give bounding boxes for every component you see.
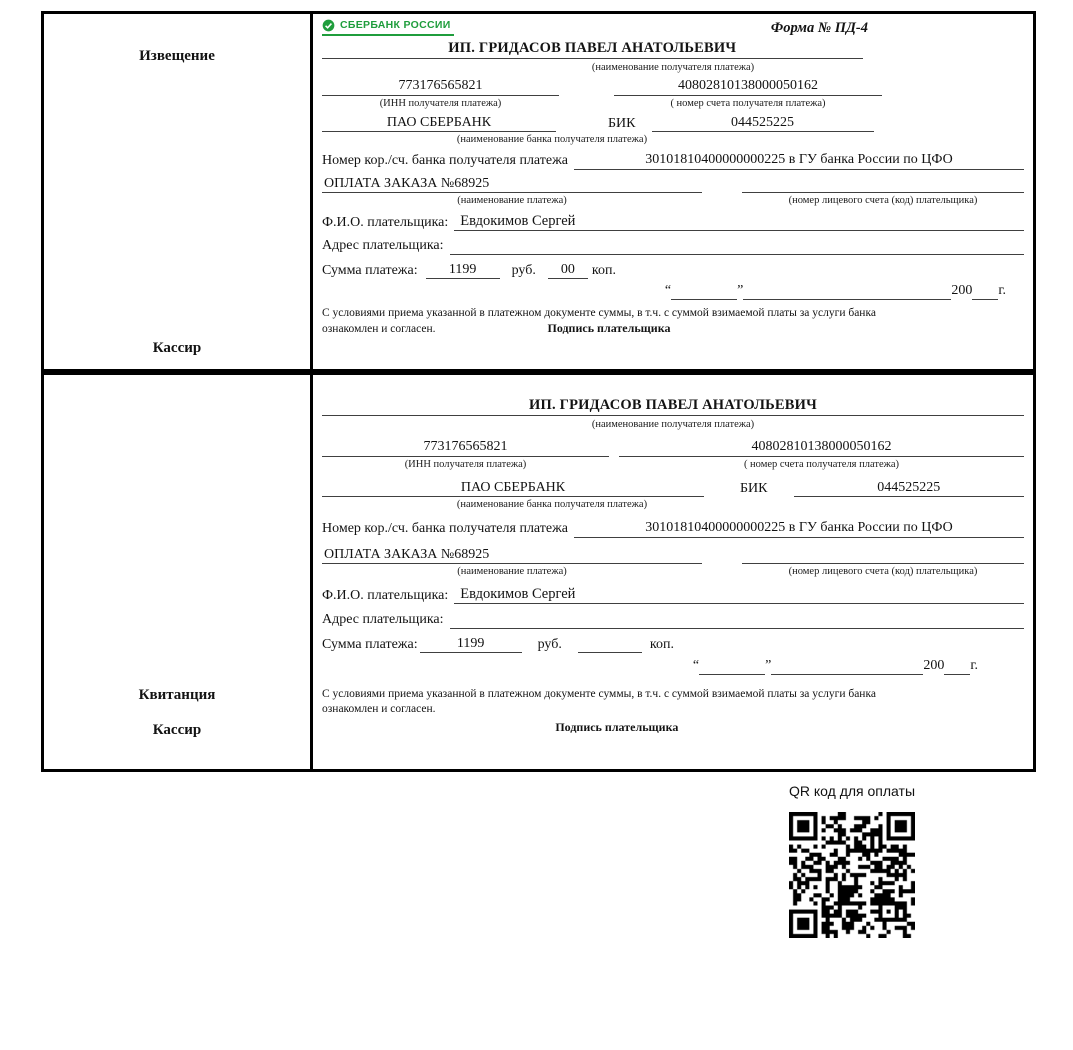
inn-value: 773176565821 xyxy=(322,77,559,96)
sum-rub-value: 1199 xyxy=(426,261,500,280)
corr-account-value: 30101810400000000225 в ГУ банка России по ЦФО xyxy=(574,151,1024,170)
date-day-line xyxy=(699,674,765,675)
payment-caption: (наименование платежа) xyxy=(457,566,567,578)
agreement-line2: ознакомлен и согласен. xyxy=(322,322,436,335)
inn-value: 773176565821 xyxy=(322,438,609,457)
rub-label: руб. xyxy=(511,262,536,278)
date-close-quote: ” xyxy=(765,658,772,674)
receipt-stub xyxy=(44,375,313,769)
qr-code xyxy=(789,812,915,938)
bik-label: БИК xyxy=(740,480,768,496)
address-label: Адрес плательщика: xyxy=(322,612,444,628)
sberbank-logo-rule xyxy=(322,34,454,36)
receipt-form xyxy=(313,375,1033,769)
bank-caption: (наименование банка получателя платежа) xyxy=(456,134,648,146)
sberbank-logo xyxy=(322,19,454,36)
date-year-line xyxy=(944,674,970,675)
bank-name: ПАО СБЕРБАНК xyxy=(322,114,556,133)
account-caption: ( номер счета получателя платежа) xyxy=(743,458,900,470)
form-number-label: Форма № ПД-4 xyxy=(770,20,868,36)
inn-caption: (ИНН получателя платежа) xyxy=(379,97,502,109)
payer-name: Евдокимов Сергей xyxy=(454,212,1024,231)
agreement-text xyxy=(322,306,1024,337)
account-value: 40802810138000050162 xyxy=(619,438,1024,457)
corr-account-value: 30101810400000000225 в ГУ банка России по ЦФО xyxy=(574,519,1024,538)
cashier-label: Кассир xyxy=(152,340,202,356)
receipt-slip xyxy=(41,372,1036,772)
personal-account-line xyxy=(742,192,1024,193)
address-label: Адрес плательщика: xyxy=(322,238,444,254)
kop-label: коп. xyxy=(591,262,616,278)
date-month-line xyxy=(771,674,923,675)
personal-account-caption: (номер лицевого счета (код) плательщика) xyxy=(788,195,978,207)
corr-account-label: Номер кор./сч. банка получателя платежа xyxy=(322,521,568,537)
signature-label: Подпись плательщика xyxy=(547,320,671,335)
date-month-line xyxy=(743,299,951,300)
agreement-text xyxy=(322,687,1024,717)
recipient-caption: (наименование получателя платежа) xyxy=(591,62,755,74)
payer-name: Евдокимов Сергей xyxy=(454,585,1024,604)
account-value: 40802810138000050162 xyxy=(614,77,882,96)
recipient-name: ИП. ГРИДАСОВ ПАВЕЛ АНАТОЛЬЕВИЧ xyxy=(322,39,863,59)
notice-form xyxy=(313,14,1033,369)
sum-kop-value: 00 xyxy=(548,261,588,280)
bik-label: БИК xyxy=(608,115,636,131)
agreement-line1: С условиями приема указанной в платежном документе суммы, в т.ч. с суммой взимаемой платы за услуги банка xyxy=(322,687,876,700)
kop-label: коп. xyxy=(649,636,674,652)
date-line xyxy=(322,657,978,675)
bank-name: ПАО СБЕРБАНК xyxy=(322,479,704,498)
notice-header-row xyxy=(322,19,1024,37)
personal-account-caption: (номер лицевого счета (код) плательщика) xyxy=(788,566,978,578)
date-open-quote: “ xyxy=(692,658,700,674)
payer-label: Ф.И.О. плательщика: xyxy=(322,214,449,230)
payment-name: ОПЛАТА ЗАКАЗА №68925 xyxy=(322,546,702,565)
bank-caption: (наименование банка получателя платежа) xyxy=(456,499,648,511)
agreement-line1: С условиями приема указанной в платежном документе суммы, в т.ч. с суммой взимаемой платы за услуги банка xyxy=(322,306,876,319)
payment-caption: (наименование платежа) xyxy=(457,195,567,207)
date-close-quote: ” xyxy=(737,283,744,299)
payer-label: Ф.И.О. плательщика: xyxy=(322,587,449,603)
date-year-suffix: г. xyxy=(970,658,978,674)
notice-slip xyxy=(41,11,1036,372)
account-caption: ( номер счета получателя платежа) xyxy=(670,97,826,109)
corr-account-label: Номер кор./сч. банка получателя платежа xyxy=(322,153,568,169)
agreement-line2: ознакомлен и согласен. xyxy=(322,702,436,715)
cashier-label: Кассир xyxy=(152,722,202,738)
date-year-prefix: 200 xyxy=(923,658,945,674)
recipient-caption: (наименование получателя платежа) xyxy=(591,419,755,431)
receipt-label: Квитанция xyxy=(138,687,216,703)
signature-label: Подпись плательщика xyxy=(555,719,679,734)
date-day-line xyxy=(671,299,737,300)
qr-section xyxy=(789,783,915,938)
bik-value: 044525225 xyxy=(794,479,1025,498)
bik-value: 044525225 xyxy=(652,114,874,133)
address-line xyxy=(450,628,1024,629)
sum-kop-value xyxy=(578,652,642,653)
date-open-quote: “ xyxy=(664,283,672,299)
date-line xyxy=(322,282,1006,300)
date-year-line xyxy=(972,299,998,300)
sum-rub-value: 1199 xyxy=(420,635,522,654)
personal-account-line xyxy=(742,563,1024,564)
qr-caption: QR код для оплаты xyxy=(789,783,916,799)
notice-label: Извещение xyxy=(139,48,215,64)
sberbank-logo-text: СБЕРБАНК РОССИИ xyxy=(340,19,451,31)
inn-caption: (ИНН получателя платежа) xyxy=(404,458,527,470)
recipient-name: ИП. ГРИДАСОВ ПАВЕЛ АНАТОЛЬЕВИЧ xyxy=(322,396,1024,416)
date-year-suffix: г. xyxy=(998,283,1006,299)
sum-label: Сумма платежа: xyxy=(322,262,418,278)
payment-name: ОПЛАТА ЗАКАЗА №68925 xyxy=(322,175,702,194)
sum-label: Сумма платежа: xyxy=(322,636,418,652)
rub-label: руб. xyxy=(537,636,562,652)
sberbank-icon xyxy=(322,19,335,32)
address-line xyxy=(450,254,1024,255)
date-year-prefix: 200 xyxy=(951,283,973,299)
notice-stub xyxy=(44,14,313,369)
